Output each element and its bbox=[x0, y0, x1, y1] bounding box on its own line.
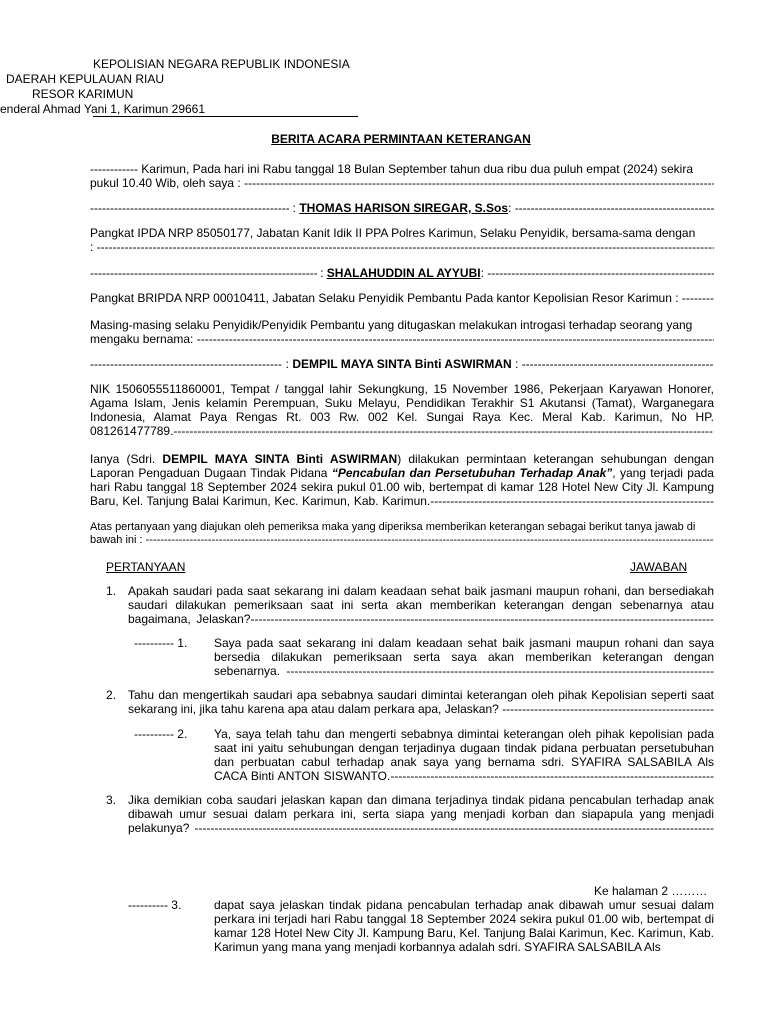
answer-number: ---------- 3. bbox=[128, 898, 182, 912]
subject-identity bbox=[90, 382, 714, 438]
subject-name-line: ----- : DEMPIL MAYA SINTA Binti ASWIRMAN : ----- bbox=[90, 357, 714, 371]
officer1-name: THOMAS HARISON SIREGAR, S.Sos bbox=[299, 201, 509, 215]
document-title: BERITA ACARA PERMINTAAN KETERANGAN bbox=[271, 132, 531, 146]
subject-identity-text: NIK 1506055511860001, Tempat / tanggal lahir Sekungkung, 15 November 1986, Pekerjaan Karyawan Honorer, Agama Islam, Jenis kelamin Perempuan, Suku Melayu, Pendidikan Terakhir S1 Akutansi (Tamat), Warganegara Indonesia, Alamat Paya Rengas Rt. 003 Rw. 002 Kel. Sungai Raya Kec. Meral Kab. Karimun, No HP. 081261477789. bbox=[90, 382, 714, 438]
statement-paragraph bbox=[90, 452, 714, 508]
subject-name: DEMPIL MAYA SINTA Binti ASWIRMAN bbox=[292, 357, 512, 371]
qa-intro bbox=[90, 521, 714, 547]
answer-text: dapat saya jelaskan tindak pidana pencabulan terhadap anak dibawah umur sesuai dalam perkara ini terjadi hari Rabu tanggal 18 September 2024 sekira pukul 01.00 wib, bertempat di kamar 128 Hotel New City Jl. Kampung Baru, Kel. Tanjung Balai Karimun, Kec. Karimun, Kab. Karimun yang mana yang menjadi korbannya adalah sdri. SYAFIRA SALSABILA Als bbox=[214, 898, 714, 954]
assignment-line2: mengaku bernama: bbox=[90, 332, 194, 346]
question-text: Tahu dan mengertikah saudari apa sebabnya saudari dimintai keterangan oleh pihak Kepolisian seperti saat sekarang ini, jika tahu karena apa atau dalam perkara apa, Jelaskan? ----- bbox=[128, 688, 714, 716]
officer2-name-line: ----- : SHALAHUDDIN AL AYYUBI : ----- bbox=[90, 266, 714, 280]
qa-intro-line2: bawah ini : bbox=[90, 534, 143, 546]
officer1-desc-line1: Pangkat IPDA NRP 85050177, Jabatan Kanit Idik II PPA Polres Karimun, Selaku Penyidik, bersama-sama dengan bbox=[90, 226, 696, 240]
intro-line2: pukul 10.40 Wib, oleh saya : bbox=[90, 176, 241, 190]
answer-number: ---------- 1. bbox=[134, 636, 188, 650]
statement-mid: ) dilakukan permintaan keterangan sehubungan dengan Laporan Pengaduan Dugaan Tindak Pidana bbox=[90, 452, 714, 480]
question-number: 3. bbox=[105, 793, 116, 807]
question-number: 2. bbox=[105, 688, 116, 702]
officer2-name: SHALAHUDDIN AL AYYUBI bbox=[326, 266, 481, 280]
answer-text: Ya, saya telah tahu dan mengerti sebabnya dimintai keterangan oleh pihak kepolisian pada saat ini yaitu sehubungan dengan terjadinya dugaan tindak pidana perbuatan persetubuhan dan perbuatan cabul terhadap anak saya yang bernama sdri. SYAFIRA SALSABILA Als CACA Binti ANTON SISWANTO. ----- bbox=[214, 727, 714, 783]
header-institution: KEPOLISIAN NEGARA REPUBLIK INDONESIA bbox=[93, 57, 350, 71]
officer2-desc: Pangkat BRIPDA NRP 00010411, Jabatan Selaku Penyidik Pembantu Pada kantor Kepolisian Resor Karimun : bbox=[90, 291, 679, 305]
answer-number: ---------- 2. bbox=[134, 727, 188, 741]
statement-suffix: , yang terjadi pada hari Rabu tanggal 18 September 2024 sekira pukul 01.00 wib, bertempat di kamar 128 Hotel New City Jl. Kampung Baru, Kel. Tanjung Balai Karimun, Kec. Karimun, Kab. Karimun. bbox=[90, 466, 714, 508]
officer2-description bbox=[90, 291, 714, 305]
header-region: DAERAH KEPULAUAN RIAU bbox=[6, 72, 165, 86]
officer1-name-line: ----- : THOMAS HARISON SIREGAR, S.Sos : ----- bbox=[90, 201, 714, 215]
statement-subject-name: DEMPIL MAYA SINTA Binti ASWIRMAN bbox=[162, 452, 398, 466]
statement-crime: “Pencabulan dan Persetubuhan Terhadap Anak” bbox=[331, 466, 613, 480]
intro-paragraph: ------------ Karimun, Pada hari ini Rabu tanggal 18 Bulan September tahun dua ribu dua puluh empat (2024) sekira pukul 10.40 Wib, oleh saya : ----- bbox=[90, 162, 714, 190]
intro-line1: Karimun, Pada hari ini Rabu tanggal 18 Bulan September tahun dua ribu dua puluh empat (2024) sekira bbox=[141, 162, 693, 176]
officer1-description bbox=[90, 226, 714, 254]
statement-prefix: Ianya (Sdri. bbox=[90, 452, 156, 466]
column-question-header: PERTANYAAN bbox=[106, 560, 186, 574]
next-page-note: Ke halaman 2 ……… bbox=[594, 884, 708, 898]
answer-text: Saya pada saat sekarang ini dalam keadaan sehat baik jasmani maupun rohani dan saya bersedia dilakukan pemeriksaan serta saya akan memberikan keterangan dengan sebenarnya. ----- bbox=[214, 636, 714, 678]
question-text: Apakah saudari pada saat sekarang ini dalam keadaan sehat baik jasmani maupun rohani, dan bersediakah saudari dilakukan pemeriksaan saat ini serta akan memberikan keterangan dengan sebenarnya atau bagaimana, Jelaskan? ----- bbox=[128, 584, 714, 626]
address-underline bbox=[93, 116, 358, 117]
question-text: Jika demikian coba saudari jelaskan kapan dan dimana terjadinya tindak pidana pencabulan terhadap anak dibawah umur sesuai dalam perkara ini, serta siapa yang menjadi korban dan siapapula yang menjadi pelakunya? ----- bbox=[128, 793, 714, 835]
column-answer-header: JAWABAN bbox=[630, 560, 688, 574]
qa-intro-line1: Atas pertanyaan yang diajukan oleh pemeriksa maka yang diperiksa memberikan keterangan sebagai berikut tanya jawab di bbox=[90, 521, 696, 533]
header-resort: RESOR KARIMUN bbox=[32, 87, 134, 101]
header-address: enderal Ahmad Yani 1, Karimun 29661 bbox=[0, 102, 206, 116]
officer1-desc-line2: : bbox=[90, 240, 94, 254]
assignment-line1: Masing-masing selaku Penyidik/Penyidik Pembantu yang ditugaskan melakukan introgasi terhadap seorang yang bbox=[90, 318, 693, 332]
question-number: 1. bbox=[105, 584, 116, 598]
assignment-paragraph bbox=[90, 318, 714, 346]
